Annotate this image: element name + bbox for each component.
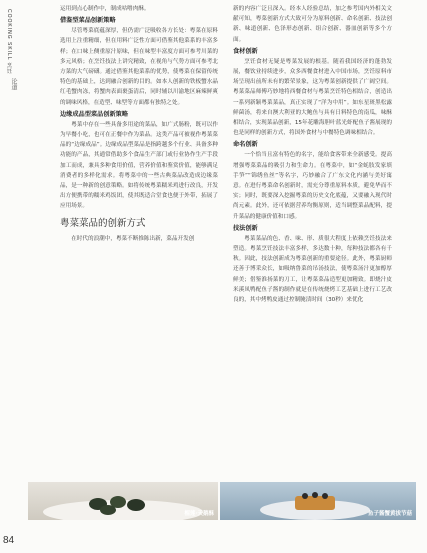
paragraph: 运用到点心制作中，制成咕噜肉酥。 xyxy=(60,6,150,12)
subheading: 技法创新 xyxy=(233,224,258,232)
page-number: 84 xyxy=(3,535,15,546)
subheading: 命名创新 xyxy=(233,141,258,149)
paragraph: 一个恰当且富有特色的名字，能给食客带来全新感受。提高增强粤菜菜品的吸引力和生命力。在粤菜中，如“金蚝肢发家填手笋”“锦绣鱼丝”等名字，巧妙融合了广东文化内涵与美好寓意。在进行粤菜命名创新时，需充分尊重原料本质，避免华而不实；同时，既要深入挖掘粤菜的历史文化底蕴，又要融入现代时尚元素。此外，还可依据营养均衡原则，适当调整菜品配料，提升菜品的健康价值和口感。 xyxy=(233,152,392,220)
subheading: 借鉴型菜品创新策略 xyxy=(60,17,116,25)
column-right xyxy=(233,4,392,305)
photo-caption: 榴莲·天鹅酥 xyxy=(184,511,214,517)
paragraph: 在时代的浪潮中，粤菜不断推陈出新，菜品开发创 xyxy=(71,235,195,242)
subheading: 食材创新 xyxy=(233,47,258,55)
section-sublabel: 论道 xyxy=(10,78,17,90)
section-label: COOKING SKILL 烹饪 xyxy=(6,9,12,75)
photo-strip xyxy=(28,482,416,520)
sidebar xyxy=(0,0,24,553)
subheading: 边缘成品型菜品创新策略 xyxy=(60,110,129,118)
paragraph: 粤菜菜品的色、香、味、形、质很大程度上依赖烹饪技法来塑造。粤菜烹饪技法丰富多样，多达数十种，每种技法都各有千秋。因此，技法创新成为粤菜创新的重要途径。此外，粤菜厨师还善于博采众长，如吸纳鲁菜的吊汤技法，使粤菜汤汁更加醇厚鲜美；借鉴淮扬菜的刀工，让粤菜菜品造型更加精致。即烧汁皮米溪凤鸭配鱼子酱的制作就是在传统烧烤工艺基础上进行工艺改良的，其中烤鸭皮通过控制腌渍时间（30秒）来优化 xyxy=(233,235,392,304)
dish-photo xyxy=(220,482,416,520)
paragraph: 烹饪食材无疑是粤菜发展的根基。随着我国经济的蓬勃发展，餐饮业持续进步，众多西餐食材进入中国市场，烹饪原料市场呈现出前所未有的繁荣景象，这为粤菜创新提供了广阔空间。粤菜菜品师傅巧妙地将西餐食材与粤菜烹饪特色相结合，创造出一系列新颖粤菜菜品，真正实现了“洋为中用”。如东星斑黑松露鲜菌汤，将来自澳大利亚的大鲍鱼与具有日料特色的南瓜，味酥相结合，实现菜品创新，15年花雕海胆叶蓝光虾配鱼子酱展现的也是同样的创新方式，将国外食材与中餐特色调味相结合。 xyxy=(233,58,392,137)
photo-caption: 鱼子酱蟹黄拔节菇 xyxy=(367,511,412,517)
paragraph: 新的内容广泛且深入。经本人经验总结，加之参考国内外相关文献可知，粤菜创新方式大致可分为原料创新、命名创新、技法创新、味道创新、色泽形态创新、组合创新、器皿创新等多个方面。 xyxy=(233,6,392,43)
paragraph: 尽管粤菜底蕴深厚，但仍需广泛吸收各方长处：粤菜在原料选用上注重精细，但在用料广泛性方面可借鉴其他菜系的丰富多样；在口味上侧重原汁原味，但在味型丰富度方面可参考川菜的多元风格；在烹饪技法上讲究精致，在视角与气势方面可参考北方菜的大气磅礴。通过借鉴其他菜系的优势，使粤菜在保留传统特色的基础上，达到融合创新的目的。如本人创新的铁板蟹水晶红毛蟹肉冻，将蟹肉表面裹蛋清后，同时辅以川渝地区麻辣鲜爽的调味风格，在造型、味型等方面都有独特之处。 xyxy=(60,28,218,106)
column-left xyxy=(60,4,218,244)
paragraph: 粤菜中存在一些具备多用途的菜品，如广式肠粉，既可以作为早餐小吃，也可在正餐中作为菜品。这类产品可被视作粤菜菜品的“边缘成品”。边缘成品型菜品是指跨越多个行业、具备多种功能的产品，其通常借助多个食品生产部门或行业协作生产手段加工而成，兼具多种食用价值，营养价值和鉴赏价值，能够满足消费者的多样化需求。将粤菜中的一些古典菜品改造成边缘菜品，是一种新的创意策略。如将传统粤菜糯米鸡进行改良，开发出方便携带的糯米鸡饭团，使其既适合堂食也便于外带，拓展了应用场景。 xyxy=(60,121,218,210)
section-heading: 粤菜菜品的创新方式 xyxy=(60,217,146,229)
dish-photo xyxy=(28,482,218,520)
